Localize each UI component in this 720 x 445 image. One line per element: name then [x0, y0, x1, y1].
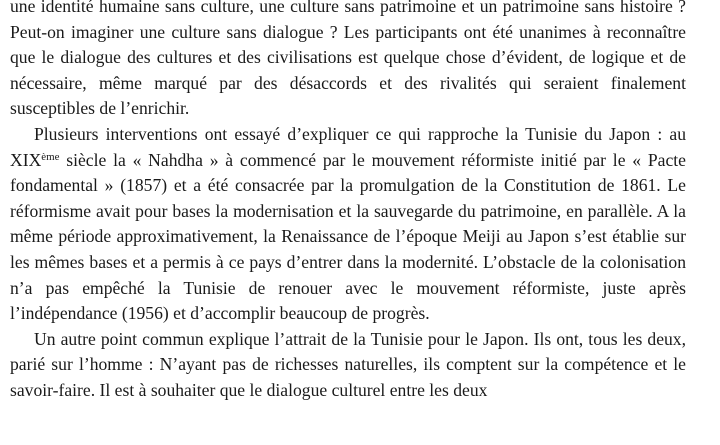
- paragraph-2-text-after: siècle la « Nahdha » à commencé par le mouvement réformiste initié par le « Pacte fondamental » (1857) et a été consacrée par la promulgation de la Constitution de 1861. Le réformisme avait pour bases la modernisation et la sauvegarde du patrimoine, en parallèle. A la même période approximativement, la Renaissance de l’époque Meiji au Japon s’est établie sur les mêmes bases et a permis à ce pays d’entrer dans la modernité. L’obstacle de la colonisation n’a pas empêché la Tunisie de renouer avec le mouvement réformiste, juste après l’indépendance (1956) et d’accomplir beaucoup de progrès.: [10, 149, 686, 324]
- document-page: [10, 0, 686, 404]
- paragraph-1: une identité humaine sans culture, une culture sans patrimoine et un patrimoine sans histoire ? Peut-on imaginer une culture sans dialogue ? Les participants ont été unanimes à reconnaître que le dialogue des cultures et des civilisations est quelque chose d’évident, de logique et de nécessaire, même marqué par des désaccords et des rivalités qui seraient finalement susceptibles de l’enrichir.: [10, 0, 686, 119]
- paragraph-3: Un autre point commun explique l’attrait de la Tunisie pour le Japon. Ils ont, tous les deux, parié sur l’homme : N’ayant pas de richesses naturelles, ils comptent sur la compétence et le savoir-faire. Il est à souhaiter que le dialogue culturel entre les deux: [10, 328, 686, 400]
- paragraph-2: [10, 122, 686, 327]
- paragraph-2-text-before: Plusieurs interventions ont essayé d’expliquer ce qui rapproche la Tunisie du Japon : au XIX: [10, 123, 686, 170]
- century-superscript: ème: [41, 150, 60, 163]
